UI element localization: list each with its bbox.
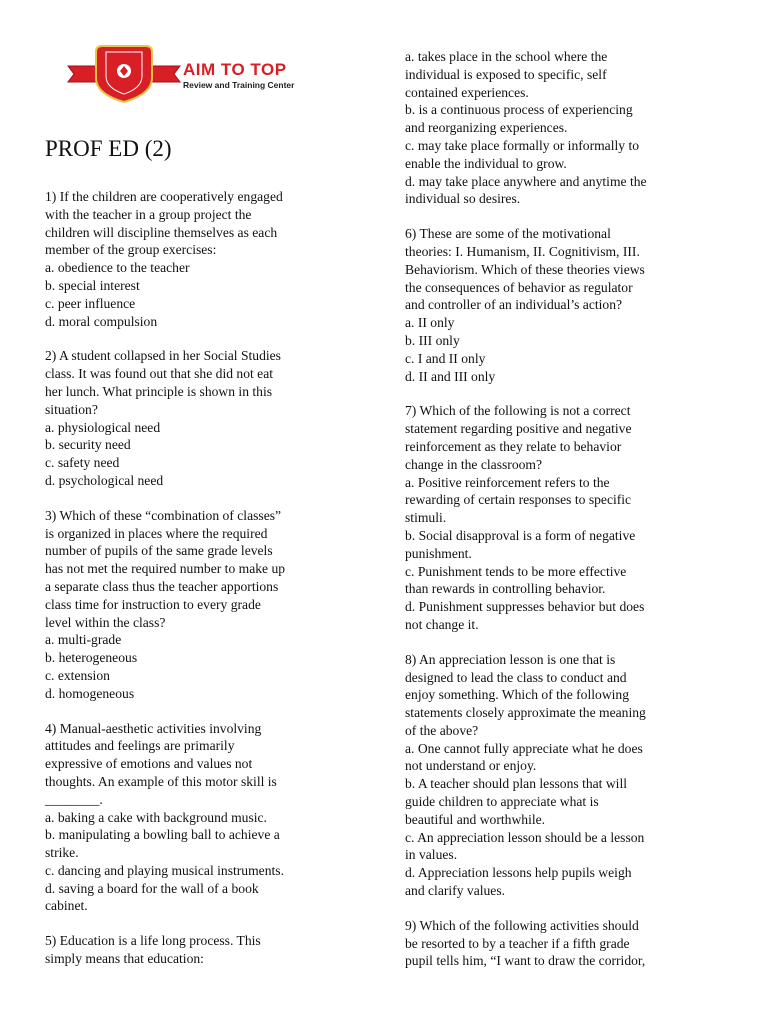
question-stem: 8) An appreciation lesson is one that is designed to lead the class to conduct and enjoy something. Which of the following statements closely approximate the meaning of the above? <box>405 651 646 738</box>
answer-option: c. extension <box>45 667 110 683</box>
answer-option: a. Positive reinforcement refers to the rewarding of certain responses to specific stimuli. <box>405 474 632 526</box>
answer-option: b. A teacher should plan lessons that will guide children to appreciate what is beautiful and worthwhile. <box>405 776 627 827</box>
question-stem: 4) Manual-aesthetic activities involving attitudes and feelings are primarily expressive of emotions and values not thoughts. An example of this motor skill is ________. <box>45 720 277 807</box>
answer-option: b. III only <box>405 332 460 348</box>
answer-option: d. psychological need <box>45 472 164 488</box>
answer-option: a. takes place in the school where the individual is exposed to specific, self contained experiences. <box>405 49 608 100</box>
answer-option: d. moral compulsion <box>45 313 158 329</box>
question-stem: 2) A student collapsed in her Social Studies class. It was found out that she did not eat her lunch. What principle is shown in this situation? <box>45 348 281 417</box>
answer-option: a. baking a cake with background music. <box>45 809 267 825</box>
shield-emblem-icon <box>66 44 182 104</box>
answer-option: d. Punishment suppresses behavior but does not change it. <box>405 599 645 632</box>
answer-option: a. II only <box>405 315 455 331</box>
question-block <box>405 48 705 208</box>
question-block <box>405 651 705 900</box>
question-stem: 5) Education is a life long process. This simply means that education: <box>45 933 261 967</box>
question-stem: 9) Which of the following activities should be resorted to by a teacher if a fifth grade pupil tells him, “I want to draw the corridor, <box>405 917 646 969</box>
question-block <box>45 932 345 968</box>
answer-option: b. special interest <box>45 277 140 293</box>
answer-option: c. dancing and playing musical instruments. <box>45 862 284 878</box>
question-block <box>45 720 345 916</box>
question-block <box>45 507 345 703</box>
answer-option: a. physiological need <box>45 419 161 435</box>
document-title: PROF ED (2) <box>45 136 172 161</box>
answer-option: d. saving a board for the wall of a book cabinet. <box>45 880 259 914</box>
question-stem: 1) If the children are cooperatively engaged with the teacher in a group project the children will discipline themselves as each member of the group exercises: <box>45 189 283 258</box>
answer-option: a. One cannot fully appreciate what he does not understand or enjoy. <box>405 740 643 774</box>
answer-option: c. I and II only <box>405 350 486 366</box>
answer-option: c. Punishment tends to be more effective than rewards in controlling behavior. <box>405 563 627 597</box>
answer-option: d. homogeneous <box>45 685 135 701</box>
answer-option: d. may take place anywhere and anytime the individual so desires. <box>405 173 647 207</box>
question-stem: 7) Which of the following is not a correct statement regarding positive and negative reinforcement as they relate to behavior change in the classroom? <box>405 403 632 472</box>
right-column <box>405 48 705 987</box>
question-block <box>45 188 345 330</box>
question-stem: 3) Which of these “combination of classes” is organized in places where the required number of pupils of the same grade levels has not met the required number to make up a separate class thus the teacher apportions class time for instruction to every grade level within the class? <box>45 507 286 630</box>
answer-option: b. is a continuous process of experiencing and reorganizing experiences. <box>405 102 633 136</box>
answer-option: c. peer influence <box>45 295 136 311</box>
question-block <box>45 347 345 489</box>
left-column <box>45 188 345 985</box>
answer-option: a. obedience to the teacher <box>45 260 190 276</box>
logo-title: AIM TO TOP <box>183 60 287 79</box>
answer-option: c. An appreciation lesson should be a lesson in values. <box>405 829 645 863</box>
question-block <box>405 402 705 633</box>
question-block <box>405 917 705 970</box>
answer-option: d. Appreciation lessons help pupils weigh and clarify values. <box>405 865 632 899</box>
answer-option: b. manipulating a bowling ball to achieve a strike. <box>45 827 280 861</box>
answer-option: c. may take place formally or informally to enable the individual to grow. <box>405 137 640 171</box>
answer-option: a. multi-grade <box>45 632 122 648</box>
question-stem: 6) These are some of the motivational theories: I. Humanism, II. Cognitivism, III. Behaviorism. Which of these theories views the consequences of behavior as regulator and controller of an individual’s action? <box>405 226 645 313</box>
question-block <box>405 225 705 385</box>
logo-subtitle: Review and Training Center <box>183 80 295 90</box>
brand-logo <box>66 44 346 104</box>
answer-option: b. security need <box>45 437 131 453</box>
answer-option: b. heterogeneous <box>45 650 138 666</box>
answer-option: b. Social disapproval is a form of negative punishment. <box>405 527 636 561</box>
answer-option: c. safety need <box>45 455 120 471</box>
answer-option: d. II and III only <box>405 368 496 384</box>
